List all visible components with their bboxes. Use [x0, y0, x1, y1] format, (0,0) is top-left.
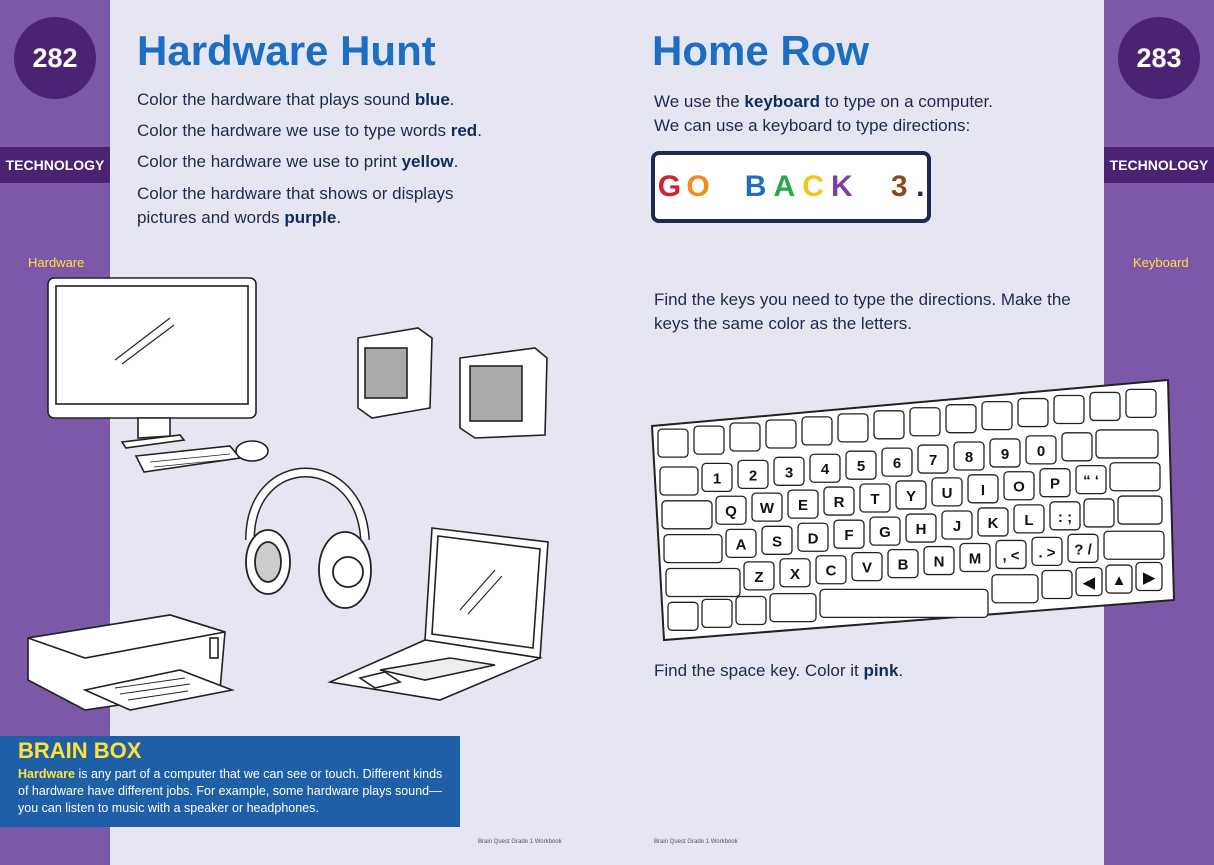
function-key — [802, 417, 832, 445]
key-label: R — [833, 494, 845, 512]
function-key — [838, 414, 868, 442]
key-label: 0 — [1036, 442, 1046, 460]
key-label: 5 — [856, 458, 866, 476]
key-o — [1004, 472, 1034, 500]
key-4 — [810, 454, 840, 482]
key-p — [1040, 469, 1070, 497]
key-9 — [990, 439, 1020, 467]
key-label: G — [879, 524, 891, 542]
key-label: 3 — [784, 464, 794, 482]
page-number-right: 283 — [1118, 17, 1200, 99]
function-key — [1054, 395, 1084, 423]
function-key — [982, 402, 1012, 430]
direction-letter: K — [830, 170, 853, 203]
key-1 — [702, 463, 732, 491]
key-label: X — [789, 565, 801, 583]
direction-letter: G — [657, 170, 682, 203]
find-keys-instruction: Find the keys you need to type the directions. Make the keys the same color as the letters. — [654, 290, 1071, 333]
key-i — [968, 475, 998, 503]
key-minus — [1062, 433, 1092, 461]
key-3 — [774, 457, 804, 485]
key-label: 8 — [964, 448, 974, 466]
section-label-right: TECHNOLOGY — [1104, 147, 1214, 183]
key-label: Z — [754, 568, 764, 586]
key-label: 9 — [1000, 445, 1010, 463]
section-label-left: TECHNOLOGY — [0, 147, 110, 183]
key-label: 4 — [820, 461, 830, 479]
instruction-blue: Color the hardware that plays sound blue. — [137, 90, 455, 109]
function-key — [874, 411, 904, 439]
key-7 — [918, 445, 948, 473]
key-quote — [1076, 466, 1106, 494]
key-grave — [660, 467, 698, 495]
key-label: Y — [905, 487, 917, 505]
key-label: T — [870, 490, 880, 508]
function-key — [658, 429, 688, 457]
key-b — [888, 550, 918, 578]
keyboard-intro: We use the keyboard to type on a computer. We can use a keyboard to type directions: — [654, 92, 993, 135]
key-g — [870, 517, 900, 545]
key-label: L — [1024, 511, 1034, 529]
key-colon — [1050, 502, 1080, 530]
instruction-yellow: Color the hardware we use to print yellow. — [137, 152, 459, 171]
footer-right: Brain Quest Grade 1 Workbook — [654, 839, 738, 845]
key-c — [816, 556, 846, 584]
key-0 — [1026, 436, 1056, 464]
direction-letter: A — [773, 170, 796, 203]
key-l — [1014, 505, 1044, 533]
topic-label-right: Keyboard — [1133, 255, 1189, 270]
key-label: O — [1013, 478, 1025, 496]
key-label: P — [1049, 475, 1061, 493]
key-control — [702, 599, 732, 627]
arrow-left-key — [1076, 568, 1102, 596]
key-label: Q — [725, 503, 737, 521]
key-label: F — [844, 527, 854, 545]
key-label: 2 — [748, 467, 758, 485]
arrow-up-key — [1106, 565, 1132, 593]
key-label: S — [771, 533, 783, 551]
brain-box-text: Hardware is any part of a computer that we can see or touch. Different kinds of hardware have different jobs. For example, some hardware plays sound—you can listen to music with a speaker or headphones. — [18, 767, 443, 815]
key-label: I — [980, 481, 986, 499]
topic-label-left: Hardware — [28, 255, 85, 270]
key-k — [978, 508, 1008, 536]
direction-letter: C — [802, 170, 824, 203]
speakers-illustration — [358, 328, 547, 438]
key-label: 1 — [712, 470, 722, 488]
page-number-left: 282 — [14, 17, 96, 99]
key-delete — [1096, 430, 1158, 458]
key-r — [824, 487, 854, 515]
function-key — [1126, 389, 1156, 417]
function-key — [730, 423, 760, 451]
key-q — [716, 496, 746, 524]
key-5 — [846, 451, 876, 479]
direction-letter: O — [686, 170, 710, 203]
key-label: ◀ — [1083, 574, 1095, 592]
key-label: K — [987, 514, 999, 532]
instruction-purple: Color the hardware that shows or displays pictures and words purple. — [137, 184, 454, 227]
key-label: E — [797, 497, 809, 515]
key-label: B — [897, 556, 909, 574]
direction-letter: B — [744, 170, 767, 203]
hardware-illustrations — [20, 270, 560, 720]
key-command — [770, 594, 816, 622]
key-punct — [1068, 534, 1098, 562]
key-j — [942, 511, 972, 539]
key-z — [744, 562, 774, 590]
key-8 — [954, 442, 984, 470]
key-w — [752, 493, 782, 521]
page-title-right: Home Row — [652, 27, 870, 74]
key-label: N — [933, 553, 945, 571]
key-6 — [882, 448, 912, 476]
key-x — [780, 559, 810, 587]
key-caps — [664, 535, 722, 563]
key-option-right — [1042, 571, 1072, 599]
key-return — [1118, 496, 1162, 524]
function-key — [1018, 399, 1048, 427]
key-v — [852, 553, 882, 581]
key-label: ? / — [1074, 541, 1092, 559]
key-s — [762, 526, 792, 554]
key-label: W — [759, 500, 775, 518]
key-apostrophe — [1084, 499, 1114, 527]
key-a — [726, 529, 756, 557]
function-key — [1090, 392, 1120, 420]
function-key — [910, 408, 940, 436]
keyboard-illustration — [648, 378, 1178, 644]
key-tab — [662, 501, 712, 529]
key-e — [788, 490, 818, 518]
key-label: V — [861, 559, 873, 577]
key-n — [924, 547, 954, 575]
function-key — [766, 420, 796, 448]
headphones-illustration — [246, 473, 371, 609]
key-label: 6 — [892, 455, 902, 473]
key-label: : ; — [1057, 508, 1073, 526]
key-label: “ ‘ — [1083, 472, 1099, 490]
key-label: , < — [1002, 547, 1020, 565]
key-command-right — [992, 575, 1038, 603]
key-fn — [668, 602, 698, 630]
desktop-computer-illustration — [48, 278, 268, 472]
key-label: C — [825, 562, 837, 580]
key-y — [896, 481, 926, 509]
key-f — [834, 520, 864, 548]
function-key — [694, 426, 724, 454]
key-label: H — [915, 521, 927, 539]
key-h — [906, 514, 936, 542]
key-2 — [738, 460, 768, 488]
key-label: D — [807, 530, 819, 548]
footer-left: Brain Quest Grade 1 Workbook — [478, 839, 562, 845]
key-label: ▲ — [1111, 572, 1127, 590]
key-t — [860, 484, 890, 512]
key-m — [960, 543, 990, 571]
key-label: 7 — [928, 452, 938, 470]
brain-box — [0, 736, 460, 827]
key-punct — [1032, 537, 1062, 565]
key-shift-right — [1104, 531, 1164, 559]
direction-letter: . — [916, 170, 925, 203]
key-label: M — [968, 550, 982, 568]
page-title-left: Hardware Hunt — [137, 27, 436, 74]
space-key — [820, 589, 988, 617]
space-key-instruction: Find the space key. Color it pink. — [654, 661, 904, 680]
key-label: ▶ — [1143, 569, 1155, 587]
key-label: J — [952, 518, 962, 536]
printer-illustration — [28, 615, 232, 710]
arrow-right-key — [1136, 563, 1162, 591]
directions-box — [651, 151, 931, 223]
key-shift-left — [666, 568, 740, 596]
key-label: . > — [1038, 544, 1056, 562]
brain-box-title: BRAIN BOX — [18, 738, 142, 763]
key-option — [736, 597, 766, 625]
key-backslash — [1110, 463, 1160, 491]
key-d — [798, 523, 828, 551]
direction-letter: 3 — [890, 170, 908, 203]
key-label: A — [735, 536, 747, 554]
function-key — [946, 405, 976, 433]
key-punct — [996, 540, 1026, 568]
key-label: U — [941, 484, 953, 502]
instruction-red: Color the hardware we use to type words red. — [137, 121, 482, 140]
key-u — [932, 478, 962, 506]
